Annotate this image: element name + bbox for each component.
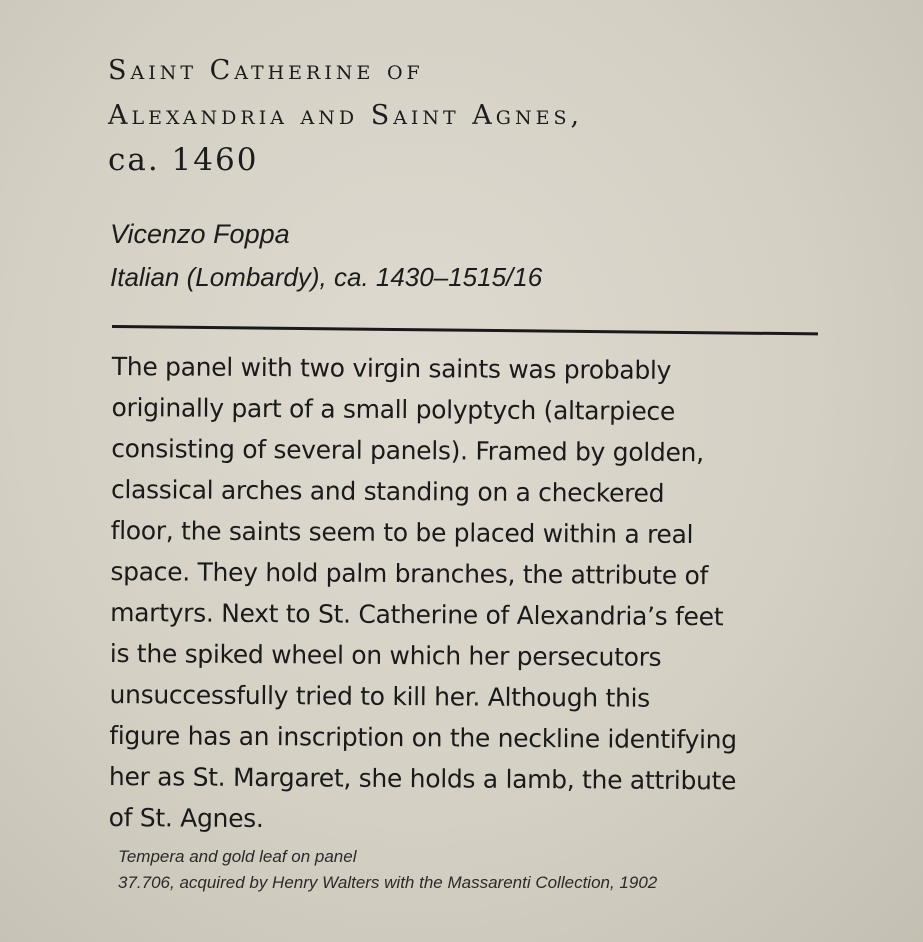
description-line: martyrs. Next to St. Catherine of Alexandria’s feet	[110, 597, 724, 632]
artwork-title	[108, 48, 868, 183]
description-paragraph	[109, 346, 832, 843]
description-line: of St. Agnes.	[108, 802, 264, 834]
description-line: figure has an inscription on the neckline identifying	[109, 720, 737, 755]
artist-nationality-dates: Italian (Lombardy), ca. 1430–1515/16	[110, 262, 543, 292]
description-line: space. They hold palm branches, the attribute of	[110, 556, 709, 591]
description-line: is the spiked wheel on which her persecutors	[109, 638, 662, 672]
artist-name: Vicenzo Foppa	[110, 219, 290, 249]
description-line: consisting of several panels). Framed by golden,	[111, 433, 704, 468]
description-line: unsuccessfully tried to kill her. Although this	[109, 679, 651, 713]
description-line: The panel with two virgin saints was probably	[111, 351, 672, 385]
title-line-2: Alexandria and Saint Agnes,	[108, 100, 584, 131]
description-line: her as St. Margaret, she holds a lamb, the attribute	[108, 761, 737, 796]
description-line: classical arches and standing on a checkered	[110, 474, 665, 508]
accession-credit-line: 37.706, acquired by Henry Walters with the Massarenti Collection, 1902	[118, 873, 658, 892]
description-line: originally part of a small polyptych (altarpiece	[111, 392, 676, 426]
title-date: ca. 1460	[108, 142, 259, 178]
title-line-1: Saint Catherine of	[108, 55, 424, 86]
divider-rule	[112, 325, 818, 335]
description-line: floor, the saints seem to be placed within a real	[110, 515, 694, 550]
medium-line: Tempera and gold leaf on panel	[118, 847, 357, 866]
